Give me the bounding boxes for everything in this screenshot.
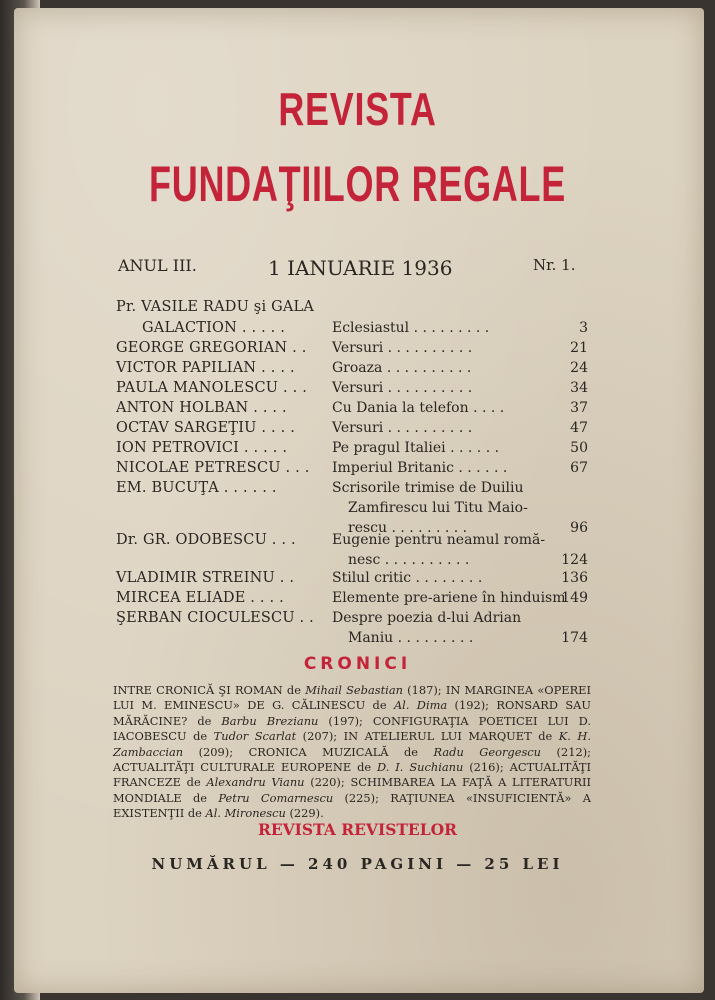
toc-row (116, 499, 588, 517)
toc-row (116, 339, 588, 357)
toc-page: 136 (561, 570, 588, 586)
toc-author: GEORGE GREGORIAN . . (116, 340, 307, 356)
cronici-author: Alexandru Vianu (206, 775, 305, 790)
toc-author: NICOLAE PETRESCU . . . (116, 460, 310, 476)
toc-row (116, 479, 588, 497)
cronici-author: D. I. Suchianu (377, 760, 464, 775)
cronici-author: Radu Georgescu (433, 744, 542, 759)
toc-work: Eugenie pentru neamul romă- (332, 532, 546, 548)
cronici-author: Al. Mironescu (205, 806, 286, 821)
toc-work: Scrisorile trimise de Duiliu (332, 480, 524, 496)
cronici-text: (212); ACTUALITĂŢI CULTURALE EUROPENE de (113, 744, 591, 775)
toc-author: Dr. GR. ODOBESCU . . . (116, 532, 296, 548)
toc-work: Elemente pre-ariene în hinduism (332, 590, 566, 606)
toc-author: VLADIMIR STREINU . . (116, 570, 295, 586)
toc-work: rescu . . . . . . . . . (348, 520, 468, 536)
title-line-2: FUNDAŢIILOR REGALE (149, 156, 566, 212)
cronici-text: (192); RONSARD SAU MĂRĂCINE? de (113, 698, 592, 728)
toc-work: Versuri . . . . . . . . . . (332, 380, 473, 396)
cronici-text: (209); CRONICA MUZICALĂ de (183, 744, 434, 759)
toc-page: 37 (570, 400, 588, 416)
cronici-author: K. H. Zambaccian (113, 729, 591, 759)
toc-page: 67 (570, 460, 588, 476)
toc-work: Eclesiastul . . . . . . . . . (332, 320, 490, 336)
toc-row (116, 589, 588, 607)
cronici-text: (187); IN MARGINEA «OPEREI LUI M. EMINESCU» DE G. CĂLINESCU de (113, 683, 591, 713)
toc-work: Zamfirescu lui Titu Maio- (348, 500, 528, 516)
toc-author: VICTOR PAPILIAN . . . . (116, 360, 295, 376)
cronici-text: (207); IN ATELIERUL LUI MARQUET de (296, 729, 559, 744)
toc-row (116, 359, 588, 377)
issue-number: Nr. 1. (533, 256, 576, 274)
cronici-heading: CRONICI (303, 654, 412, 674)
toc-row (116, 399, 588, 417)
toc-work: Groaza . . . . . . . . . . (332, 360, 472, 376)
toc-work: Cu Dania la telefon . . . . (332, 400, 505, 416)
toc-page: 24 (570, 360, 588, 376)
cronici-author: Petru Comarnescu (218, 790, 334, 805)
cronici-list (113, 683, 591, 822)
toc-work: Versuri . . . . . . . . . . (332, 420, 473, 436)
toc-work: nesc . . . . . . . . . . (348, 552, 470, 568)
toc-row (116, 379, 588, 397)
revista-revistelor-heading: REVISTA REVISTELOR (257, 820, 458, 839)
issue-year: ANUL III. (118, 256, 197, 275)
toc-page: 21 (570, 340, 588, 356)
cronici-text: (197); CONFIGURAŢIA POETICEI LUI D. IACOBESCU de (113, 713, 592, 744)
toc-author: EM. BUCUŢA . . . . . . (116, 480, 277, 496)
cronici-author: Tudor Scarlat (213, 729, 297, 744)
toc-author: ANTON HOLBAN . . . . (116, 400, 287, 416)
toc-row (116, 298, 588, 316)
toc-row (116, 319, 588, 337)
toc-row (116, 551, 588, 569)
toc-author: GALACTION . . . . . (142, 320, 286, 336)
toc-work: Despre poezia d-lui Adrian (332, 610, 522, 626)
toc-row (116, 459, 588, 477)
toc-row (116, 531, 588, 549)
toc-page: 34 (570, 380, 588, 396)
toc-page: 3 (579, 320, 588, 336)
toc-page: 149 (561, 590, 588, 606)
toc-row (116, 609, 588, 627)
cronici-text: (220); SCHIMBAREA LA FAŢĂ A LITERATURII MONDIALE de (113, 775, 591, 805)
toc-page: 47 (570, 420, 588, 436)
toc-page: 96 (570, 520, 588, 536)
toc-page: 50 (570, 440, 588, 456)
toc-row (116, 629, 588, 647)
cronici-text: (229). (285, 806, 324, 821)
cronici-author: Barbu Brezianu (221, 713, 319, 728)
issue-date: 1 IANUARIE 1936 (268, 256, 453, 280)
cronici-text: INTRE CRONICĂ ŞI ROMAN de (113, 683, 306, 697)
toc-row (116, 439, 588, 457)
toc-work: Pe pragul Italiei . . . . . . (332, 440, 500, 456)
cronici-author: Al. Dima (393, 698, 448, 713)
toc-author: ION PETROVICI . . . . . (116, 440, 288, 456)
cronici-text: (225); RAŢIUNEA «INSUFICIENTĂ» A EXISTENŢII de (113, 790, 592, 821)
toc-row (116, 569, 588, 587)
toc-author: MIRCEA ELIADE . . . . (116, 590, 284, 606)
toc-row (116, 419, 588, 437)
toc-author: ŞERBAN CIOCULESCU . . (116, 610, 314, 626)
toc-work: Stilul critic . . . . . . . . (332, 570, 483, 586)
toc-work: Maniu . . . . . . . . . (348, 630, 474, 646)
toc-author: OCTAV SARGEŢIU . . . . (116, 420, 296, 436)
title-line-1: REVISTA (278, 83, 437, 135)
toc-page: 124 (561, 552, 588, 568)
toc-page: 174 (561, 630, 588, 646)
cronici-text: (216); ACTUALITĂŢI FRANCEZE de (113, 760, 592, 790)
toc-work: Imperiul Britanic . . . . . . (332, 460, 508, 476)
toc-author: PAULA MANOLESCU . . . (116, 380, 308, 396)
issue-price-line: NUMĂRUL — 240 PAGINI — 25 LEI (151, 855, 564, 873)
toc-work: Versuri . . . . . . . . . . (332, 340, 473, 356)
toc-author: Pr. VASILE RADU şi GALA (116, 299, 315, 315)
cronici-author: Mihail Sebastian (305, 683, 403, 697)
